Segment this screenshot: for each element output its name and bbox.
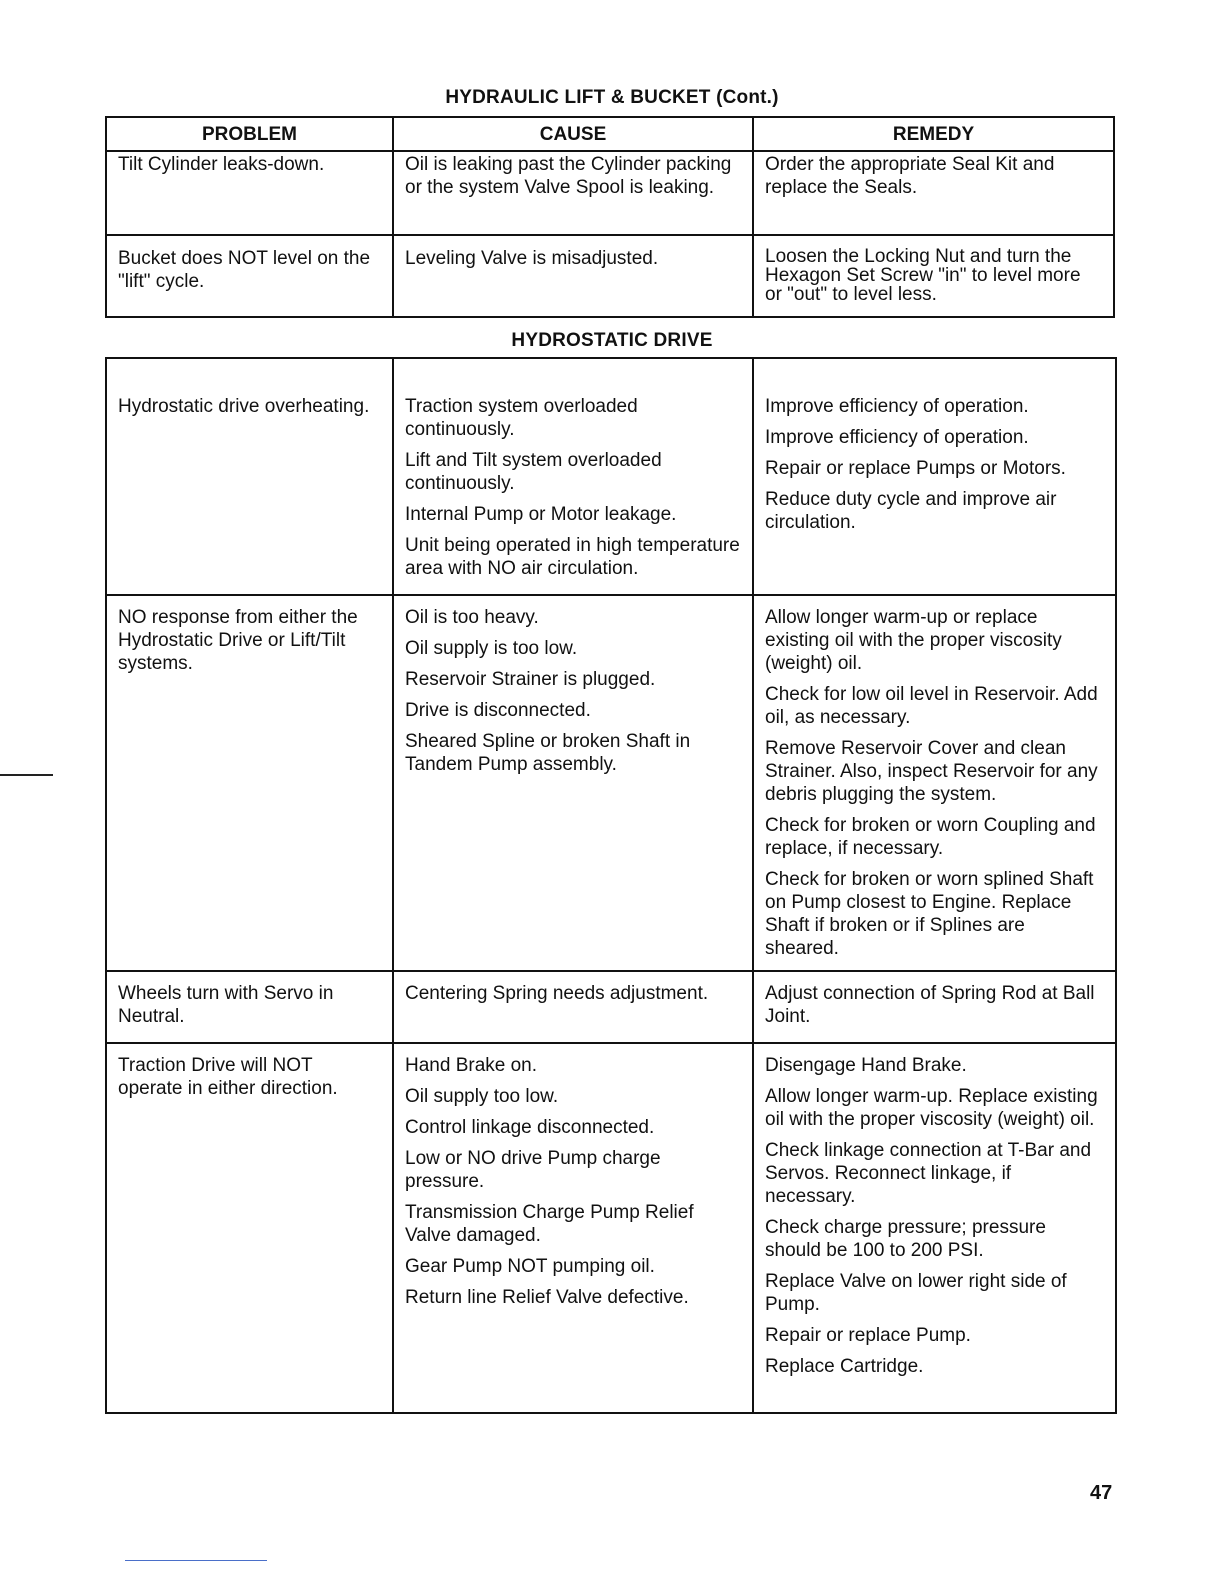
- cause-cell: [394, 596, 752, 786]
- problem-cell: Wheels turn with Servo in Neutral.: [118, 983, 334, 1027]
- cause-item: Drive is disconnected.: [405, 700, 591, 721]
- header-cause: CAUSE: [393, 117, 753, 151]
- section-title-hydraulic-lift: HYDRAULIC LIFT & BUCKET (Cont.): [445, 87, 779, 108]
- header-remedy: REMEDY: [753, 117, 1114, 151]
- remedy-item: Check for low oil level in Reservoir. Add oil, as necessary.: [765, 684, 1098, 728]
- cause-item: Unit being operated in high temperature area with NO air circulation.: [405, 535, 740, 579]
- problem-cell: Hydrostatic drive overheating.: [118, 396, 370, 417]
- cause-item: Centering Spring needs adjustment.: [405, 983, 709, 1004]
- remedy-item: Check charge pressure; pressure should be 100 to 200 PSI.: [765, 1217, 1046, 1261]
- problem-cell: Bucket does NOT level on the "lift" cycle.: [118, 248, 371, 292]
- hydrostatic-drive-table: [105, 357, 1117, 1414]
- margin-mark: [0, 774, 53, 776]
- cause-item: Control linkage disconnected.: [405, 1117, 655, 1138]
- remedy-cell: [754, 972, 1115, 1038]
- cause-cell: [394, 1044, 752, 1319]
- remedy-item: Disengage Hand Brake.: [765, 1055, 967, 1076]
- remedy-item: Check linkage connection at T-Bar and Servos. Reconnect linkage, if necessary.: [765, 1140, 1092, 1207]
- remedy-item: Adjust connection of Spring Rod at Ball Joint.: [765, 983, 1095, 1027]
- table-row: [106, 1043, 1116, 1413]
- cause-item: Hand Brake on.: [405, 1055, 538, 1076]
- cause-cell: Leveling Valve is misadjusted.: [405, 248, 659, 269]
- page-number: 47: [1090, 1482, 1113, 1504]
- remedy-item: Replace Cartridge.: [765, 1356, 924, 1377]
- remedy-item: Check for broken or worn Coupling and replace, if necessary.: [765, 815, 1096, 859]
- cause-item: Traction system overloaded continuously.: [405, 396, 638, 440]
- remedy-cell: Loosen the Locking Nut and turn the Hexagon Set Screw "in" to level more or "out" to level less.: [765, 246, 1081, 305]
- table-row: [106, 971, 1116, 1043]
- remedy-item: Allow longer warm-up. Replace existing oil with the proper viscosity (weight) oil.: [765, 1086, 1098, 1130]
- cause-item: Transmission Charge Pump Relief Valve damaged.: [405, 1202, 694, 1246]
- remedy-item: Check for broken or worn splined Shaft on Pump closest to Engine. Replace Shaft if broken or if Splines are sheared.: [765, 869, 1094, 959]
- remedy-cell: [754, 596, 1115, 970]
- remedy-item: Improve efficiency of operation.: [765, 396, 1029, 417]
- remedy-item: Allow longer warm-up or replace existing oil with the proper viscosity (weight) oil.: [765, 607, 1062, 674]
- cause-item: Low or NO drive Pump charge pressure.: [405, 1148, 661, 1192]
- section-title-hydrostatic-drive: HYDROSTATIC DRIVE: [511, 330, 713, 351]
- cause-cell: [394, 359, 752, 590]
- problem-cell: Traction Drive will NOT operate in either direction.: [118, 1055, 338, 1099]
- table-header-row: [106, 117, 1114, 151]
- hydraulic-lift-table: [105, 116, 1115, 318]
- table-row: [106, 151, 1114, 235]
- cause-cell: Oil is leaking past the Cylinder packing or the system Valve Spool is leaking.: [405, 154, 732, 198]
- cause-item: Reservoir Strainer is plugged.: [405, 669, 656, 690]
- cause-item: Gear Pump NOT pumping oil.: [405, 1256, 655, 1277]
- problem-cell: Tilt Cylinder leaks-down.: [118, 154, 325, 175]
- cause-item: Return line Relief Valve defective.: [405, 1287, 689, 1308]
- table-row: [106, 358, 1116, 595]
- table-row: [106, 595, 1116, 971]
- remedy-item: Repair or replace Pumps or Motors.: [765, 458, 1066, 479]
- cause-item: Oil supply too low.: [405, 1086, 559, 1107]
- header-problem: PROBLEM: [106, 117, 393, 151]
- remedy-item: Remove Reservoir Cover and clean Strainer. Also, inspect Reservoir for any debris plugging the system.: [765, 738, 1098, 805]
- cause-item: Internal Pump or Motor leakage.: [405, 504, 677, 525]
- remedy-item: Improve efficiency of operation.: [765, 427, 1029, 448]
- remedy-cell: [754, 359, 1115, 544]
- remedy-item: Repair or replace Pump.: [765, 1325, 971, 1346]
- remedy-cell: [754, 1044, 1115, 1388]
- cause-item: Oil supply is too low.: [405, 638, 578, 659]
- table-row: [106, 235, 1114, 317]
- remedy-item: Reduce duty cycle and improve air circulation.: [765, 489, 1057, 533]
- cause-item: Sheared Spline or broken Shaft in Tandem Pump assembly.: [405, 731, 691, 775]
- cause-item: Oil is too heavy.: [405, 607, 539, 628]
- remedy-item: Replace Valve on lower right side of Pump.: [765, 1271, 1067, 1315]
- footer-rule: [125, 1560, 267, 1561]
- remedy-cell: Order the appropriate Seal Kit and replace the Seals.: [765, 154, 1055, 198]
- cause-cell: [394, 972, 752, 1015]
- problem-cell: NO response from either the Hydrostatic Drive or Lift/Tilt systems.: [118, 607, 358, 674]
- cause-item: Lift and Tilt system overloaded continuously.: [405, 450, 662, 494]
